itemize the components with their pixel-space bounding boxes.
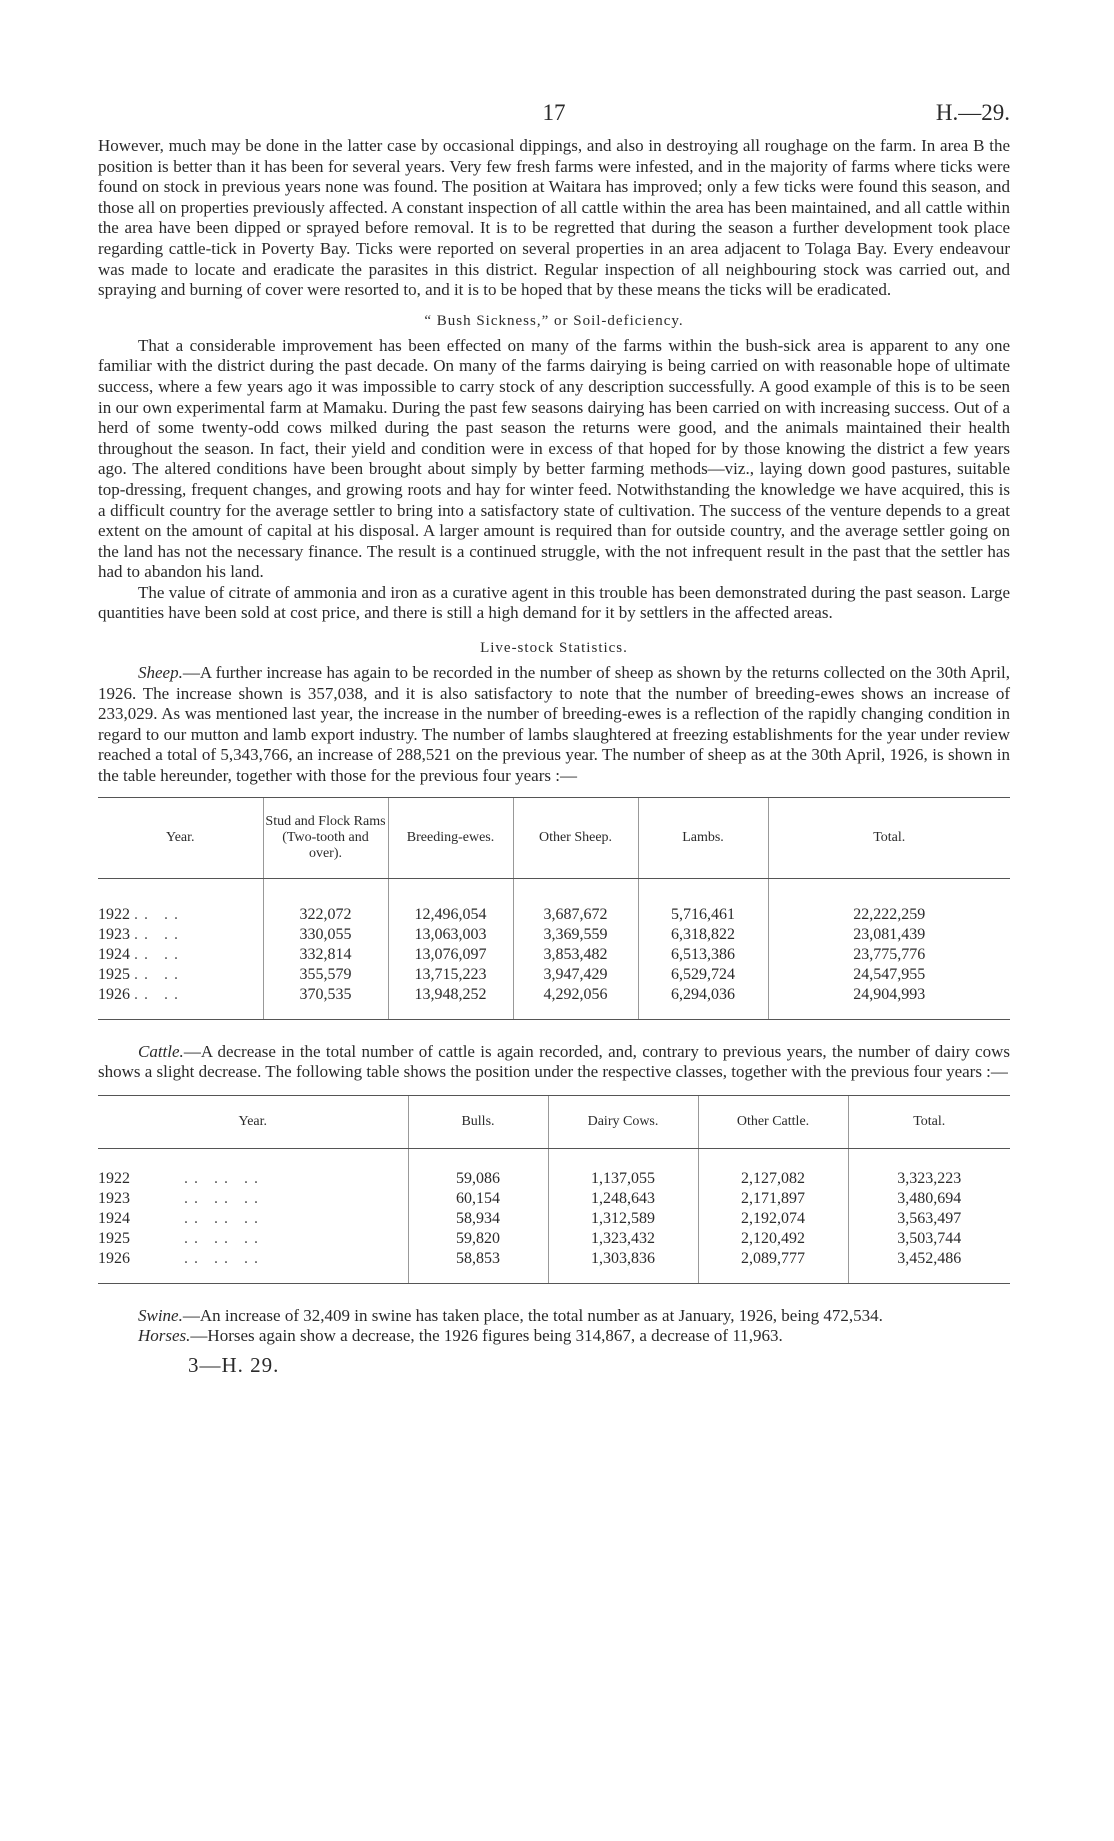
sheep-table-header — [98, 797, 1010, 878]
sheep-table — [98, 797, 1010, 1020]
table-row: 1924 .. .. 332,814 13,076,097 3,853,482 6,513,386 23,775,776 — [98, 945, 1010, 965]
table-row: 1923 .. .. 330,055 13,063,003 3,369,559 6,318,822 23,081,439 — [98, 925, 1010, 945]
intro-paragraph: However, much may be done in the latter case by occasional dippings, and also in destroying all roughage on the farm. In area B the position is better than it has been for several years. Very few fresh farms were infested, and in the majority of farms where ticks were found on stock in previous years none was found. The position at Waitara has improved; only a few ticks were found this season, and those all on properties previously affected. A constant inspection of all cattle within the area has been maintained, and all cattle within the area have been dipped or sprayed before removal. It is to be regretted that during the season a further development took place regarding cattle-tick in Poverty Bay. Ticks were reported on several properties in an area adjacent to Tolaga Bay. Every endeavour was made to locate and eradicate the parasites in this district. Regular inspection of all neighbouring stock was carried out, and spraying and burning of cover were resorted to, and it is to be hoped that by these means the ticks will be eradicated. — [98, 136, 1010, 300]
cattle-table-header — [98, 1095, 1010, 1148]
horses-label: Horses. — [138, 1326, 191, 1346]
sheep-col-total: Total. — [768, 797, 1010, 878]
sheep-text: —A further increase has again to be recorded in the number of sheep as shown by the returns collected on the 30th April, 1926. The increase shown is 357,038, and it is also satisfactory to note that the number of breeding-ewes shows an increase of 233,029. As was mentioned last year, the increase in the number of breeding-ewes is a reflection of the rapidly changing condition in regard to our mutton and lamb export industry. The number of lambs slaughtered at freezing establishments for the year under review reached a total of 5,343,766, an increase of 288,521 on the previous year. The number of sheep as at the 30th April, 1926, is shown in the table hereunder, together with those for the previous four years :— — [98, 663, 1010, 786]
page-number: 17 — [542, 100, 566, 125]
sheep-col-other: Other Sheep. — [513, 797, 638, 878]
cattle-col-bulls: Bulls. — [408, 1095, 548, 1148]
sheep-paragraph — [98, 663, 1010, 787]
sheep-col-rams: Stud and Flock Rams (Two-tooth and over). — [263, 797, 388, 878]
cattle-text: —A decrease in the total number of cattle is again recorded, and, contrary to previous years, the number of dairy cows shows a slight decrease. The following table shows the position under the respective classes, together with the previous four years :— — [98, 1041, 1010, 1082]
page-header — [98, 100, 1010, 136]
table-row: 1922 .. .. .. 59,086 1,137,055 2,127,082 3,323,223 — [98, 1169, 1010, 1189]
cattle-paragraph — [98, 1042, 1010, 1083]
document-reference: H.—29. — [935, 100, 1010, 125]
table-row: 1925 .. .. 355,579 13,715,223 3,947,429 6,529,724 24,547,955 — [98, 965, 1010, 985]
horses-text: —Horses again show a decrease, the 1926 figures being 314,867, a decrease of 11,963. — [190, 1326, 783, 1346]
cattle-col-dairy: Dairy Cows. — [548, 1095, 698, 1148]
cattle-col-total: Total. — [848, 1095, 1010, 1148]
table-row: 1925 .. .. .. 59,820 1,323,432 2,120,492 3,503,744 — [98, 1229, 1010, 1249]
cattle-col-year: Year. — [98, 1095, 408, 1148]
bush-sickness-heading: “ Bush Sickness,” or Soil-deficiency. — [424, 312, 684, 329]
live-stock-heading: Live-stock Statistics. — [480, 640, 628, 657]
swine-label: Swine. — [138, 1305, 183, 1325]
swine-text: —An increase of 32,409 in swine has taken place, the total number as at January, 1926, being 472,534. — [182, 1305, 883, 1325]
table-row: 1926 .. .. 370,535 13,948,252 4,292,056 6,294,036 24,904,993 — [98, 985, 1010, 1005]
sheep-label: Sheep. — [138, 663, 183, 683]
cattle-col-other: Other Cattle. — [698, 1095, 848, 1148]
table-row: 1923 .. .. .. 60,154 1,248,643 2,171,897 3,480,694 — [98, 1189, 1010, 1209]
bush-paragraph-2: The value of citrate of ammonia and iron as a curative agent in this trouble has been demonstrated during the past season. Large quantities have been sold at cost price, and there is still a high demand for it by settlers in the affected areas. — [98, 582, 1010, 623]
horses-paragraph — [98, 1326, 1010, 1347]
cattle-table — [98, 1095, 1010, 1284]
table-row: 1926 .. .. .. 58,853 1,303,836 2,089,777 3,452,486 — [98, 1249, 1010, 1269]
bush-paragraph-1: That a considerable improvement has been effected on many of the farms within the bush-sick area is apparent to any one familiar with the district during the past decade. On many of the farms dairying is being carried on with reasonable hope of ultimate success, where a few years ago it was impossible to carry stock of any description successfully. A good example of this is to be seen in our own experimental farm at Mamaku. During the past few seasons dairying has been carried on with increasing success. Out of a herd of some twenty-odd cows milked during the past season the returns were good, and the animals maintained their health throughout the season. In fact, their yield and condition were in excess of that hoped for by those knowing the district a few years ago. The altered conditions have been brought about simply by better farming methods—viz., laying down good pastures, suitable top-dressing, frequent changes, and growing roots and hay for winter feed. Notwithstanding the knowledge we have acquired, this is a difficult country for the average settler to bring into a satisfactory state of cultivation. The success of the venture depends to a great extent on the amount of capital at his disposal. A larger amount is required than for outside country, and the average settler going on the land has not the necessary finance. The result is a continued struggle, with the not infrequent result in the past that the settler has had to abandon his land. — [98, 335, 1010, 582]
sheep-col-lambs: Lambs. — [638, 797, 768, 878]
page-footer: 3—H. 29. — [188, 1353, 280, 1377]
table-row: 1922 .. .. 322,072 12,496,054 3,687,672 5,716,461 22,222,259 — [98, 905, 1010, 925]
table-row: 1924 .. .. .. 58,934 1,312,589 2,192,074 3,563,497 — [98, 1209, 1010, 1229]
swine-paragraph — [98, 1306, 1010, 1327]
cattle-label: Cattle. — [138, 1041, 184, 1061]
document-page — [98, 100, 1010, 1378]
sheep-col-ewes: Breeding-ewes. — [388, 797, 513, 878]
sheep-col-year: Year. — [98, 797, 263, 878]
